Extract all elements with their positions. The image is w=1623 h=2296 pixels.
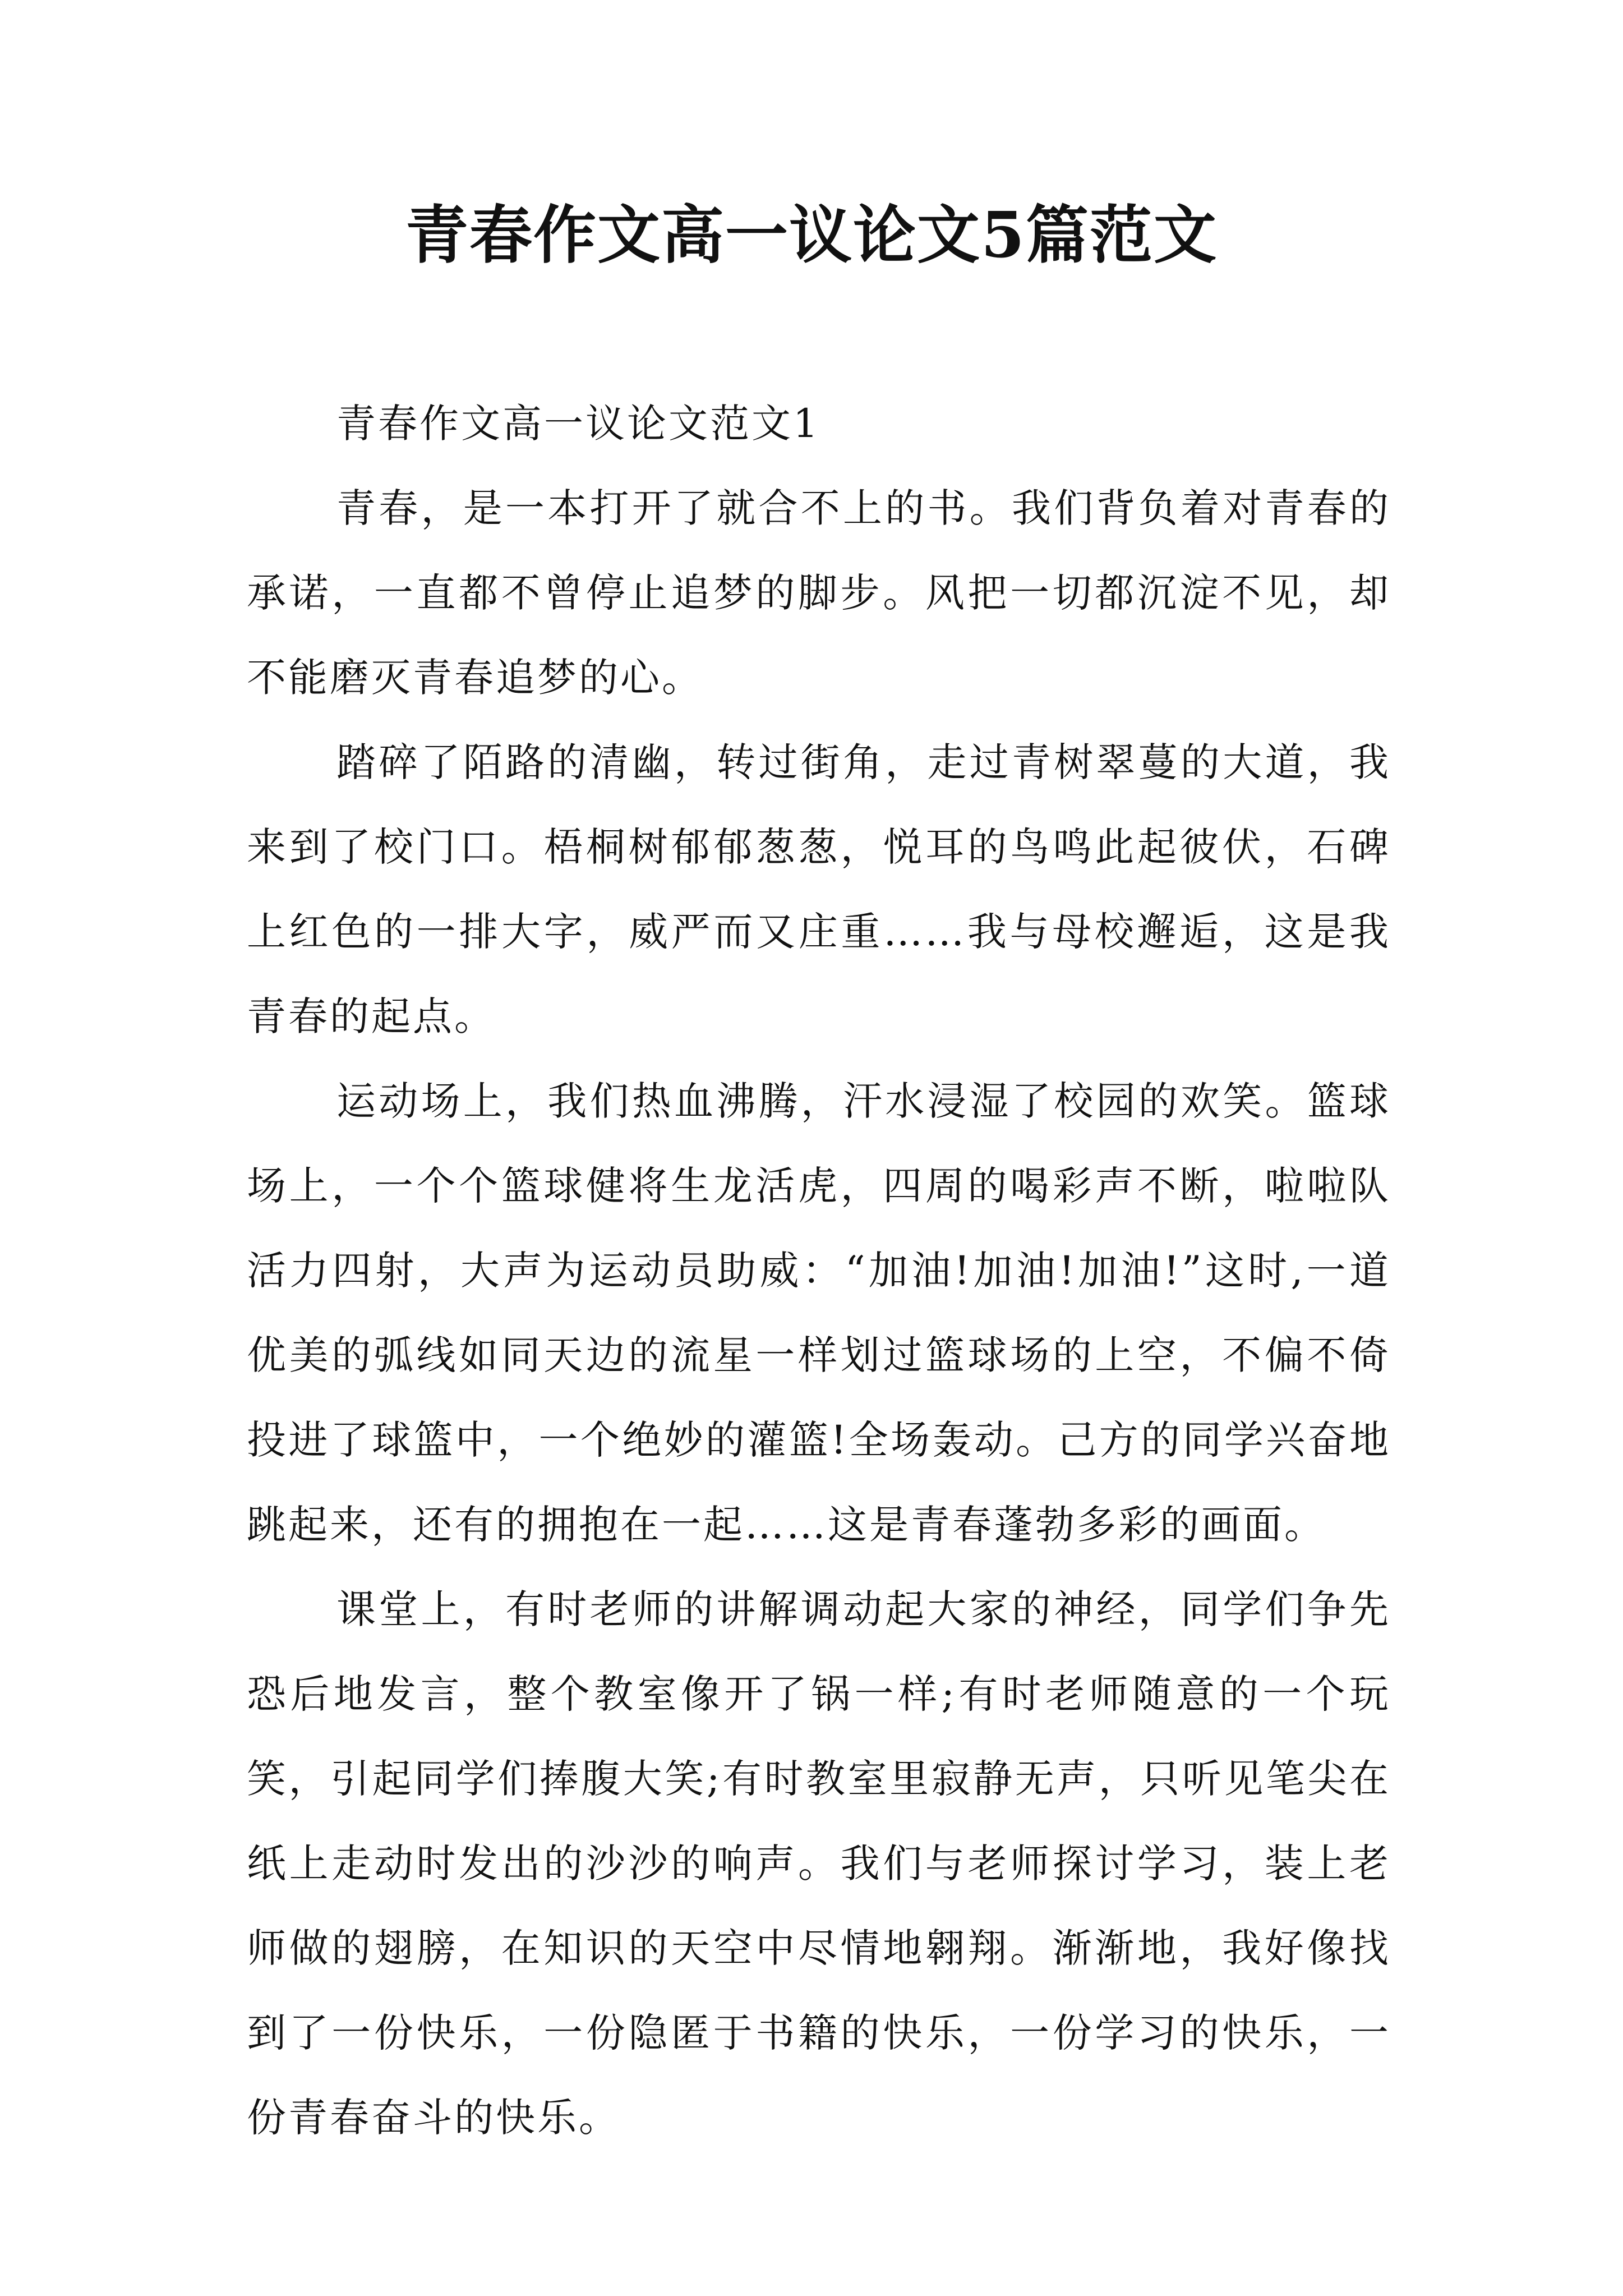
document-title: 青春作文高一议论文5篇范文 (405, 199, 1218, 272)
paragraph: 课堂上，有时老师的讲解调动起大家的神经，同学们争先恐后地发言，整个教室像开了锅一样;有时老师随意的一个玩笑，引起同学们捧腹大笑;有时教室里寂静无声，只听见笔尖在纸上走动时发出的沙沙的响声。我们与老师探讨学习，装上老师做的翅膀，在知识的天空中尽情地翱翔。渐渐地，我好像找到了一份快乐，一份隐匿于书籍的快乐，一份学习的快乐，一份青春奋斗的快乐。 (247, 1586, 1391, 2141)
paragraph: 运动场上，我们热血沸腾，汗水浸湿了校园的欢笑。篮球场上，一个个篮球健将生龙活虎，四周的喝彩声不断，啦啦队活力四射，大声为运动员助威：“加油!加油!加油!”这时,一道优美的弧线如同天边的流星一样划过篮球场的上空，不偏不倚投进了球篮中，一个绝妙的灌篮!全场轰动。己方的同学兴奋地跳起来，还有的拥抱在一起……这是青春蓬勃多彩的画面。 (247, 1078, 1391, 1548)
paragraph: 踏碎了陌路的清幽，转过街角，走过青树翠蔓的大道，我来到了校门口。梧桐树郁郁葱葱，悦耳的鸟鸣此起彼伏，石碑上红色的一排大字，威严而又庄重……我与母校邂逅，这是我青春的起点。 (247, 739, 1391, 1039)
paragraph: 青春，是一本打开了就合不上的书。我们背负着对青春的承诺，一直都不曾停止追梦的脚步。风把一切都沉淀不见，却不能磨灭青春追梦的心。 (247, 485, 1391, 701)
section-heading: 青春作文高一议论文范文1 (336, 401, 820, 447)
document-body (247, 381, 1391, 2160)
